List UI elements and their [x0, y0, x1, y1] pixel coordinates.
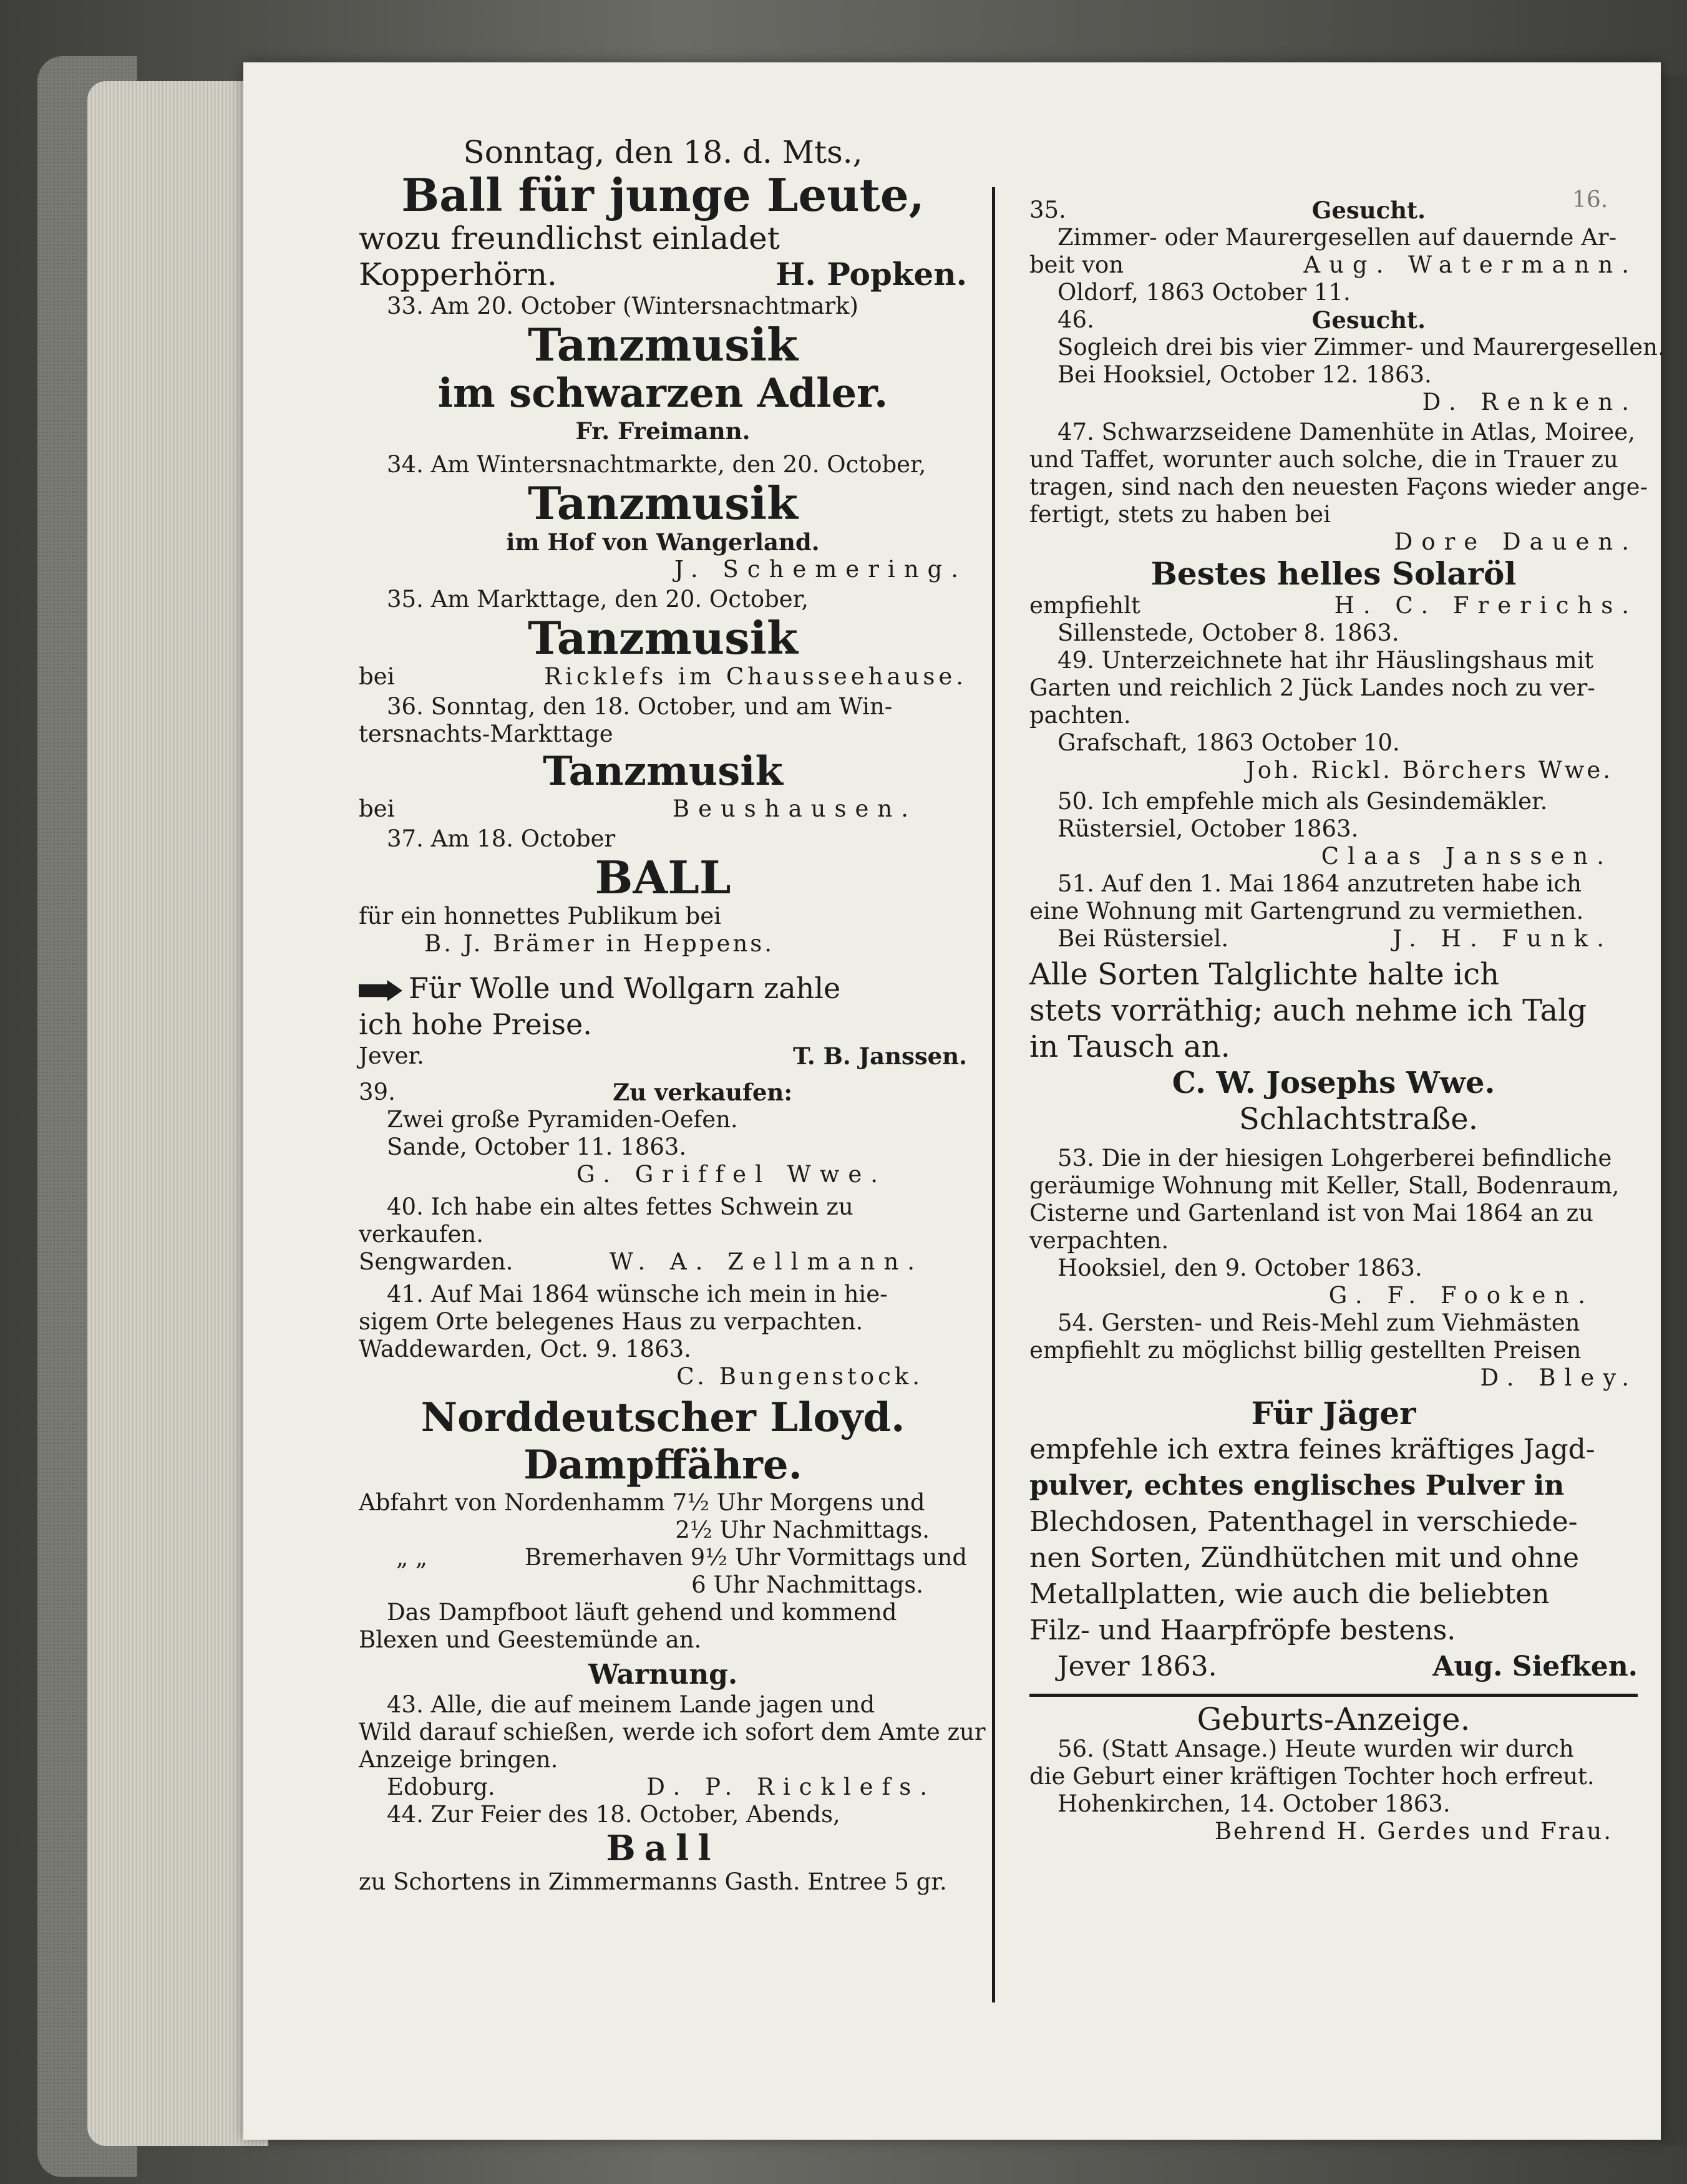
ad-line: Sogleich drei bis vier Zimmer- und Maurergesellen.	[1057, 334, 1665, 361]
ad-line: Oldorf, 1863 October 11.	[1057, 279, 1351, 306]
ad-signature: Behrend H. Gerdes und Frau.	[1214, 1818, 1613, 1845]
ad-line: Grafschaft, 1863 October 10.	[1057, 729, 1400, 756]
ad-signature: J. Schemering.	[674, 556, 967, 583]
ad-place: Sengwarden.	[359, 1248, 513, 1275]
ad-line: Alle Sorten Talglichte halte ich	[1029, 957, 1500, 992]
ad-line: Filz- und Haarpfröpfe bestens.	[1029, 1614, 1456, 1646]
ad-line: Bremerhaven 9½ Uhr Vormittags und	[524, 1544, 967, 1571]
ad-heading: Geburts-Anzeige.	[1197, 1701, 1471, 1737]
ad-line: in Tausch an.	[1029, 1029, 1230, 1064]
ad-line: pulver, echtes englisches Pulver in	[1029, 1470, 1565, 1502]
ad-line: Garten und reichlich 2 Jück Landes noch zu ver-	[1029, 674, 1595, 701]
ad-line: empfiehlt zu möglichst billig gestellten Preisen	[1029, 1337, 1582, 1364]
ad-line: 35. Am Markttage, den 20. October,	[387, 586, 809, 613]
ad-signature-row	[359, 1042, 967, 1070]
ad-line: empfiehlt	[1029, 592, 1140, 619]
ad-line: 41. Auf Mai 1864 wünsche ich mein in hie-	[387, 1281, 888, 1308]
ad-signature-row	[1029, 251, 1638, 279]
ad-headline: Dampffähre.	[523, 1442, 802, 1488]
ad-line: 53. Die in der hiesigen Lohgerberei befindliche	[1057, 1145, 1612, 1172]
ad-line: 43. Alle, die auf meinem Lande jagen und	[387, 1691, 875, 1718]
ad-signature-row	[359, 256, 967, 293]
ad-signature: Beushausen.	[672, 795, 917, 822]
scan-background	[1660, 75, 1687, 2146]
ad-36	[359, 693, 967, 823]
ad-number: 46.	[1057, 306, 1094, 333]
ad-signature: C. W. Josephs Wwe.	[1172, 1065, 1495, 1100]
ad-headline: Bestes helles Solaröl	[1150, 555, 1517, 592]
ad-line: pachten.	[1029, 702, 1131, 729]
ad-40	[359, 1193, 967, 1276]
ad-wolle	[359, 970, 967, 1070]
ad-line: Anzeige bringen.	[359, 1746, 558, 1773]
ad-signature-row	[1029, 592, 1638, 619]
ad-line: Blexen und Geestemünde an.	[359, 1626, 702, 1653]
ad-line: 44. Zur Feier des 18. October, Abends,	[387, 1801, 840, 1828]
ad-signature: Aug. Siefken.	[1432, 1651, 1638, 1682]
ad-line: und Taffet, worunter auch solche, die in Trauer zu	[1029, 446, 1618, 473]
ad-line: wozu freundlichst einladet	[359, 220, 780, 256]
ad-line: Wild darauf schießen, werde ich sofort dem Amte zur	[359, 1719, 986, 1745]
ad-headline: Ball	[606, 1828, 720, 1869]
ad-number: 39.	[359, 1079, 396, 1105]
ad-signature-row	[1029, 1649, 1638, 1685]
ad-53	[1029, 1145, 1638, 1309]
ad-signature-row	[359, 1774, 967, 1801]
column-divider	[992, 187, 995, 2002]
ad-ball-kopperhoern	[359, 134, 967, 293]
ad-signature: D. Bley.	[1480, 1364, 1638, 1391]
ad-line: stets vorräthig; auch nehme ich Talg	[1029, 993, 1587, 1028]
ad-line	[359, 970, 967, 1006]
ad-signature: W. A. Zellmann.	[609, 1248, 923, 1275]
ad-heading: Zu verkaufen:	[613, 1079, 792, 1106]
ad-line: nen Sorten, Zündhütchen mit und ohne	[1029, 1542, 1580, 1574]
ad-line: 49. Unterzeichnete hat ihr Häuslingshaus mit	[1057, 647, 1594, 674]
ad-line: Bei Hooksiel, October 12. 1863.	[1057, 361, 1432, 388]
ad-line: 40. Ich habe ein altes fettes Schwein zu	[387, 1193, 853, 1220]
ad-line: 36. Sonntag, den 18. October, und am Win-	[387, 693, 893, 720]
ad-signature: Schlachtstraße.	[1239, 1102, 1478, 1137]
ad-signature-row	[359, 663, 967, 691]
pointing-hand-icon	[359, 980, 402, 1001]
ad-49	[1029, 647, 1638, 784]
ad-44	[359, 1801, 967, 1896]
ad-line: empfehle ich extra feines kräftiges Jagd-	[1029, 1434, 1595, 1465]
ad-headline: Norddeutscher Lloyd.	[421, 1394, 905, 1441]
ad-signature-row	[359, 795, 967, 823]
ad-line: Rüstersiel, October 1863.	[1057, 815, 1359, 842]
ad-line: für ein honnettes Publikum bei	[359, 903, 721, 929]
ad-place: Edoburg.	[387, 1774, 495, 1800]
ad-headline: Ball für junge Leute,	[401, 168, 925, 221]
ad-line: geräumige Wohnung mit Keller, Stall, Bodenraum,	[1029, 1172, 1620, 1199]
ad-line: beit von	[1029, 251, 1124, 278]
ad-line: tersnachts-Markttage	[359, 721, 613, 747]
ad-signature: H. Popken.	[775, 256, 967, 293]
ad-heading-row	[1029, 197, 1638, 224]
ad-line: Bei Rüstersiel.	[1057, 925, 1229, 952]
ad-signature: G. F. Fooken.	[1328, 1282, 1594, 1309]
ad-line: Sonntag, den 18. d. Mts.,	[463, 134, 863, 170]
ad-33	[359, 293, 967, 445]
ad-line: fertigt, stets zu haben bei	[1029, 501, 1331, 528]
ad-51	[1029, 870, 1638, 953]
ad-heading-row	[359, 1079, 967, 1106]
ad-place: Jever.	[359, 1042, 424, 1069]
ad-line: Waddewarden, Oct. 9. 1863.	[359, 1336, 691, 1362]
ad-line: 37. Am 18. October	[387, 825, 616, 852]
ad-line: die Geburt einer kräftigen Tochter hoch erfreut.	[1029, 1763, 1595, 1790]
ad-signature: Fr. Freimann.	[575, 417, 751, 445]
right-column	[1029, 134, 1665, 1845]
ad-line: ich hohe Preise.	[359, 1007, 592, 1041]
ad-bei: bei	[359, 795, 395, 822]
ad-heading: Gesucht.	[1311, 197, 1426, 224]
ad-subheadline: im Hof von Wangerland.	[506, 528, 820, 556]
ad-54	[1029, 1309, 1638, 1392]
ad-line: 34. Am Wintersnachtmarkte, den 20. October,	[387, 451, 926, 478]
ad-47	[1029, 419, 1648, 556]
ad-line: eine Wohnung mit Gartengrund zu vermiethen.	[1029, 898, 1584, 925]
ad-talglichte	[1029, 956, 1638, 1137]
ad-line: sigem Orte belegenes Haus zu verpachten.	[359, 1308, 863, 1335]
ad-signature: T. B. Janssen.	[793, 1042, 967, 1070]
ad-signature: G. Griffel Wwe.	[576, 1161, 887, 1188]
ad-line: Metallplatten, wie auch die beliebten	[1029, 1578, 1550, 1610]
ad-46	[1029, 306, 1665, 416]
ad-41	[359, 1281, 967, 1390]
ad-line: Cisterne und Gartenland ist von Mai 1864 an zu	[1029, 1200, 1593, 1226]
ad-line: verpachten.	[1029, 1227, 1169, 1254]
ad-signature-row	[1029, 925, 1638, 953]
ad-signature-row	[359, 1248, 967, 1276]
ad-line: 6 Uhr Nachmittags.	[691, 1571, 923, 1598]
ditto-marks: „ „	[396, 1544, 428, 1571]
book-page-edges	[87, 81, 268, 2146]
left-column	[359, 134, 986, 1896]
ad-line: Zwei große Pyramiden-Oefen.	[387, 1106, 738, 1133]
ad-number: 35.	[1029, 197, 1066, 223]
page-number: 16.	[1572, 187, 1608, 213]
ad-line-row	[359, 1544, 967, 1571]
ad-signature: Dore Dauen.	[1394, 528, 1638, 555]
ad-signature: H. C. Frerichs.	[1334, 592, 1638, 619]
ad-headline: Tanzmusik	[528, 477, 798, 530]
ad-line: Blechdosen, Patenthagel in verschiede-	[1029, 1506, 1578, 1538]
ad-place: Jever 1863.	[1057, 1651, 1217, 1682]
ad-35b	[1029, 197, 1638, 306]
ad-line: Abfahrt von Nordenhamm 7½ Uhr Morgens und	[359, 1489, 925, 1516]
ad-signature: B. J. Brämer in Heppens.	[424, 930, 774, 957]
ad-heading: Warnung.	[588, 1659, 738, 1691]
ad-line: 33. Am 20. October (Wintersnachtmark)	[387, 293, 858, 319]
ad-headline: Tanzmusik	[543, 748, 783, 795]
ad-line: Das Dampfboot läuft gehend und kommend	[387, 1599, 897, 1626]
ad-50	[1029, 788, 1638, 870]
ad-headline: Tanzmusik	[528, 318, 798, 371]
ad-34	[359, 451, 967, 583]
ad-headline: Tanzmusik	[528, 611, 798, 664]
ad-line: 2½ Uhr Nachmittags.	[675, 1517, 930, 1543]
ad-line: tragen, sind nach den neuesten Façons wieder ange-	[1029, 473, 1648, 500]
ad-heading: Gesucht.	[1311, 306, 1426, 334]
ad-line-text: Für Wolle und Wollgarn zahle	[409, 971, 841, 1005]
ad-43	[359, 1659, 986, 1801]
ad-headline: im schwarzen Adler.	[437, 370, 888, 417]
separator-rule	[1029, 1694, 1638, 1697]
ad-line: Hooksiel, den 9. October 1863.	[1057, 1255, 1422, 1281]
ad-place: Kopperhörn.	[359, 256, 557, 293]
ad-signature: Aug. Watermann.	[1303, 251, 1638, 278]
ad-signature: J. H. Funk.	[1393, 925, 1613, 952]
ad-line: Sande, October 11. 1863.	[387, 1133, 687, 1160]
ad-lloyd	[359, 1394, 967, 1654]
ad-heading: Für Jäger	[1251, 1395, 1416, 1432]
ad-headline: BALL	[595, 851, 731, 904]
ad-bei: bei	[359, 663, 395, 690]
ad-39	[359, 1079, 967, 1188]
ad-signature: D. P. Ricklefs.	[646, 1774, 936, 1800]
ad-line: 54. Gersten- und Reis-Mehl zum Viehmästen	[1057, 1309, 1580, 1336]
ad-line: Zimmer- oder Maurergesellen auf dauernde Ar-	[1057, 224, 1617, 251]
ad-56	[1029, 1703, 1638, 1845]
ad-signature: Joh. Rickl. Börchers Wwe.	[1245, 757, 1613, 784]
ad-37	[359, 825, 967, 958]
ad-35	[359, 586, 967, 691]
ad-jaeger	[1029, 1395, 1638, 1685]
ad-line: 47. Schwarzseidene Damenhüte in Atlas, Moiree,	[1057, 419, 1635, 445]
ad-line: verkaufen.	[359, 1221, 484, 1248]
ad-line: zu Schortens in Zimmermanns Gasth. Entree 5 gr.	[359, 1868, 947, 1895]
ad-heading-row	[1029, 306, 1638, 334]
ad-signature: Ricklefs im Chausseehause.	[544, 663, 967, 690]
ad-signature: Claas Janssen.	[1321, 843, 1613, 870]
ad-line: Hohenkirchen, 14. October 1863.	[1057, 1790, 1451, 1817]
ad-signature: C. Bungenstock.	[676, 1363, 923, 1390]
ad-line: Sillenstede, October 8. 1863.	[1057, 619, 1399, 646]
ad-signature: D. Renken.	[1422, 389, 1638, 415]
ad-line: 56. (Statt Ansage.) Heute wurden wir durch	[1057, 1735, 1574, 1762]
ad-line: 51. Auf den 1. Mai 1864 anzutreten habe ich	[1057, 870, 1582, 897]
ad-line: 50. Ich empfehle mich als Gesindemäkler.	[1057, 788, 1548, 815]
ad-48	[1029, 556, 1638, 647]
